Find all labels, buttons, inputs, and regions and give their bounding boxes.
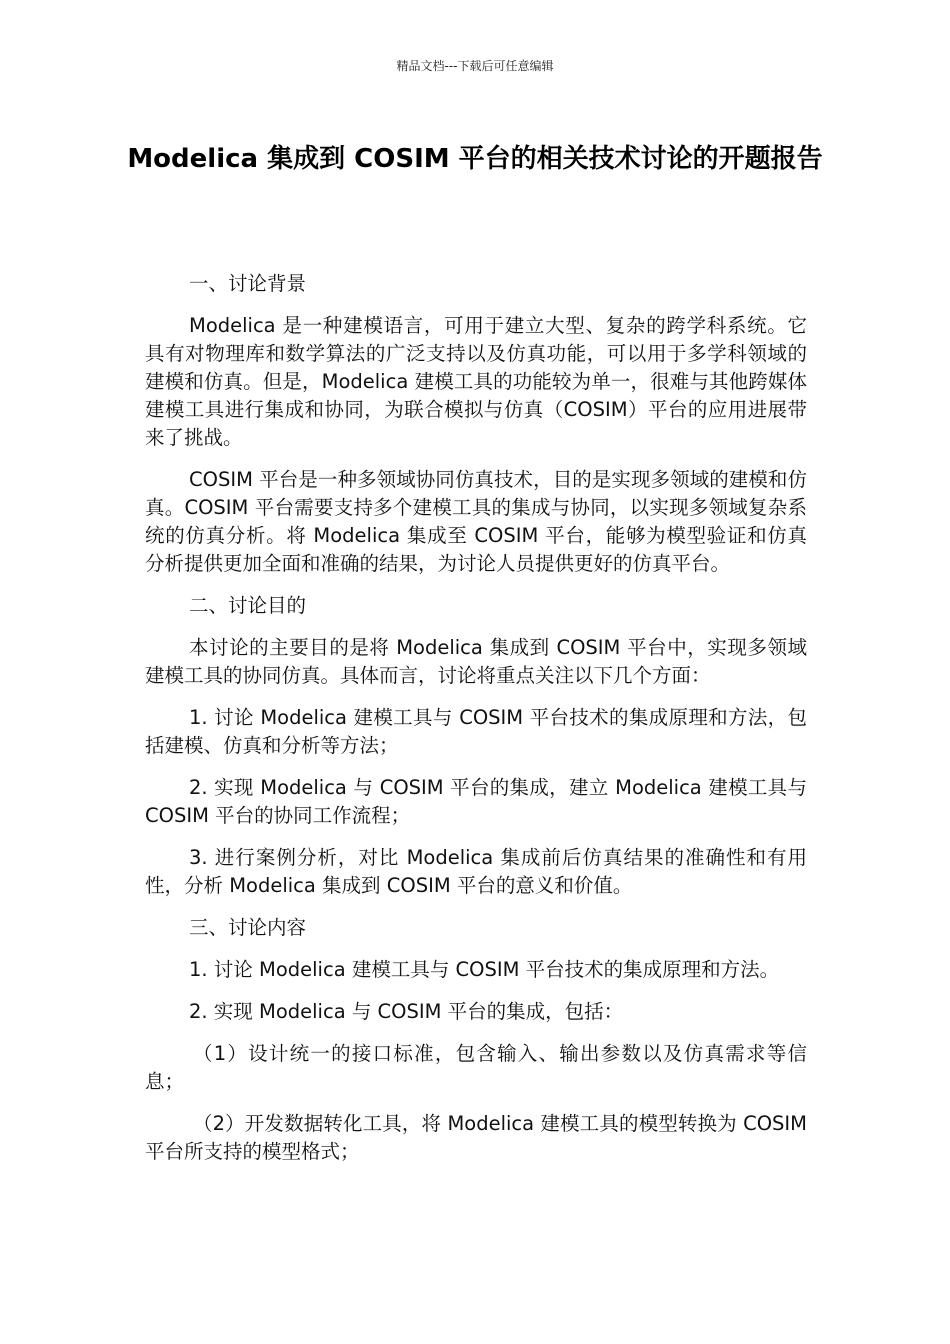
section-heading-purpose: 二、讨论目的 <box>189 594 307 617</box>
header-note: 精品文档---下载后可任意编辑 <box>396 59 554 73</box>
list-item-purpose-2: 2. 实现 Modelica 与 COSIM 平台的集成，建立 Modelica 建模工具与 COSIM 平台的协同工作流程； <box>145 776 807 827</box>
list-item-content-1: 1. 讨论 Modelica 建模工具与 COSIM 平台技术的集成原理和方法。 <box>189 958 780 981</box>
section-heading-content: 三、讨论内容 <box>189 916 307 939</box>
sub-item-content-2-2: （2）开发数据转化工具，将 Modelica 建模工具的模型转换为 COSIM 平台所支持的模型格式； <box>145 1112 807 1163</box>
list-item-purpose-1: 1. 讨论 Modelica 建模工具与 COSIM 平台技术的集成原理和方法，包括建模、仿真和分析等方法； <box>145 706 807 757</box>
paragraph-purpose-intro: 本讨论的主要目的是将 Modelica 集成到 COSIM 平台中，实现多领域建模工具的协同仿真。具体而言，讨论将重点关注以下几个方面： <box>145 636 807 687</box>
list-item-purpose-3: 3. 进行案例分析，对比 Modelica 集成前后仿真结果的准确性和有用性，分析 Modelica 集成到 COSIM 平台的意义和价值。 <box>145 846 807 897</box>
paragraph-background-1: Modelica 是一种建模语言，可用于建立大型、复杂的跨学科系统。它具有对物理库和数学算法的广泛支持以及仿真功能，可以用于多学科领域的建模和仿真。但是，Modelica 建模工具的功能较为单一，很难与其他跨媒体建模工具进行集成和协同，为联合模拟与仿真（COSIM）平台的应用进展带来了挑战。 <box>145 314 807 449</box>
sub-item-content-2-1: （1）设计统一的接口标准，包含输入、输出参数以及仿真需求等信息； <box>145 1042 807 1093</box>
paragraph-background-2: COSIM 平台是一种多领域协同仿真技术，目的是实现多领域的建模和仿真。COSIM 平台需要支持多个建模工具的集成与协同，以实现多领域复杂系统的仿真分析。将 Modelica 集成至 COSIM 平台，能够为模型验证和仿真分析提供更加全面和准确的结果，为讨论人员提供更好的仿真平台。 <box>145 468 807 575</box>
document-body <box>145 270 807 1180</box>
list-item-content-2: 2. 实现 Modelica 与 COSIM 平台的集成，包括： <box>189 1000 624 1023</box>
section-heading-background: 一、讨论背景 <box>189 272 307 295</box>
document-title: Modelica 集成到 COSIM 平台的相关技术讨论的开题报告 <box>127 144 823 174</box>
